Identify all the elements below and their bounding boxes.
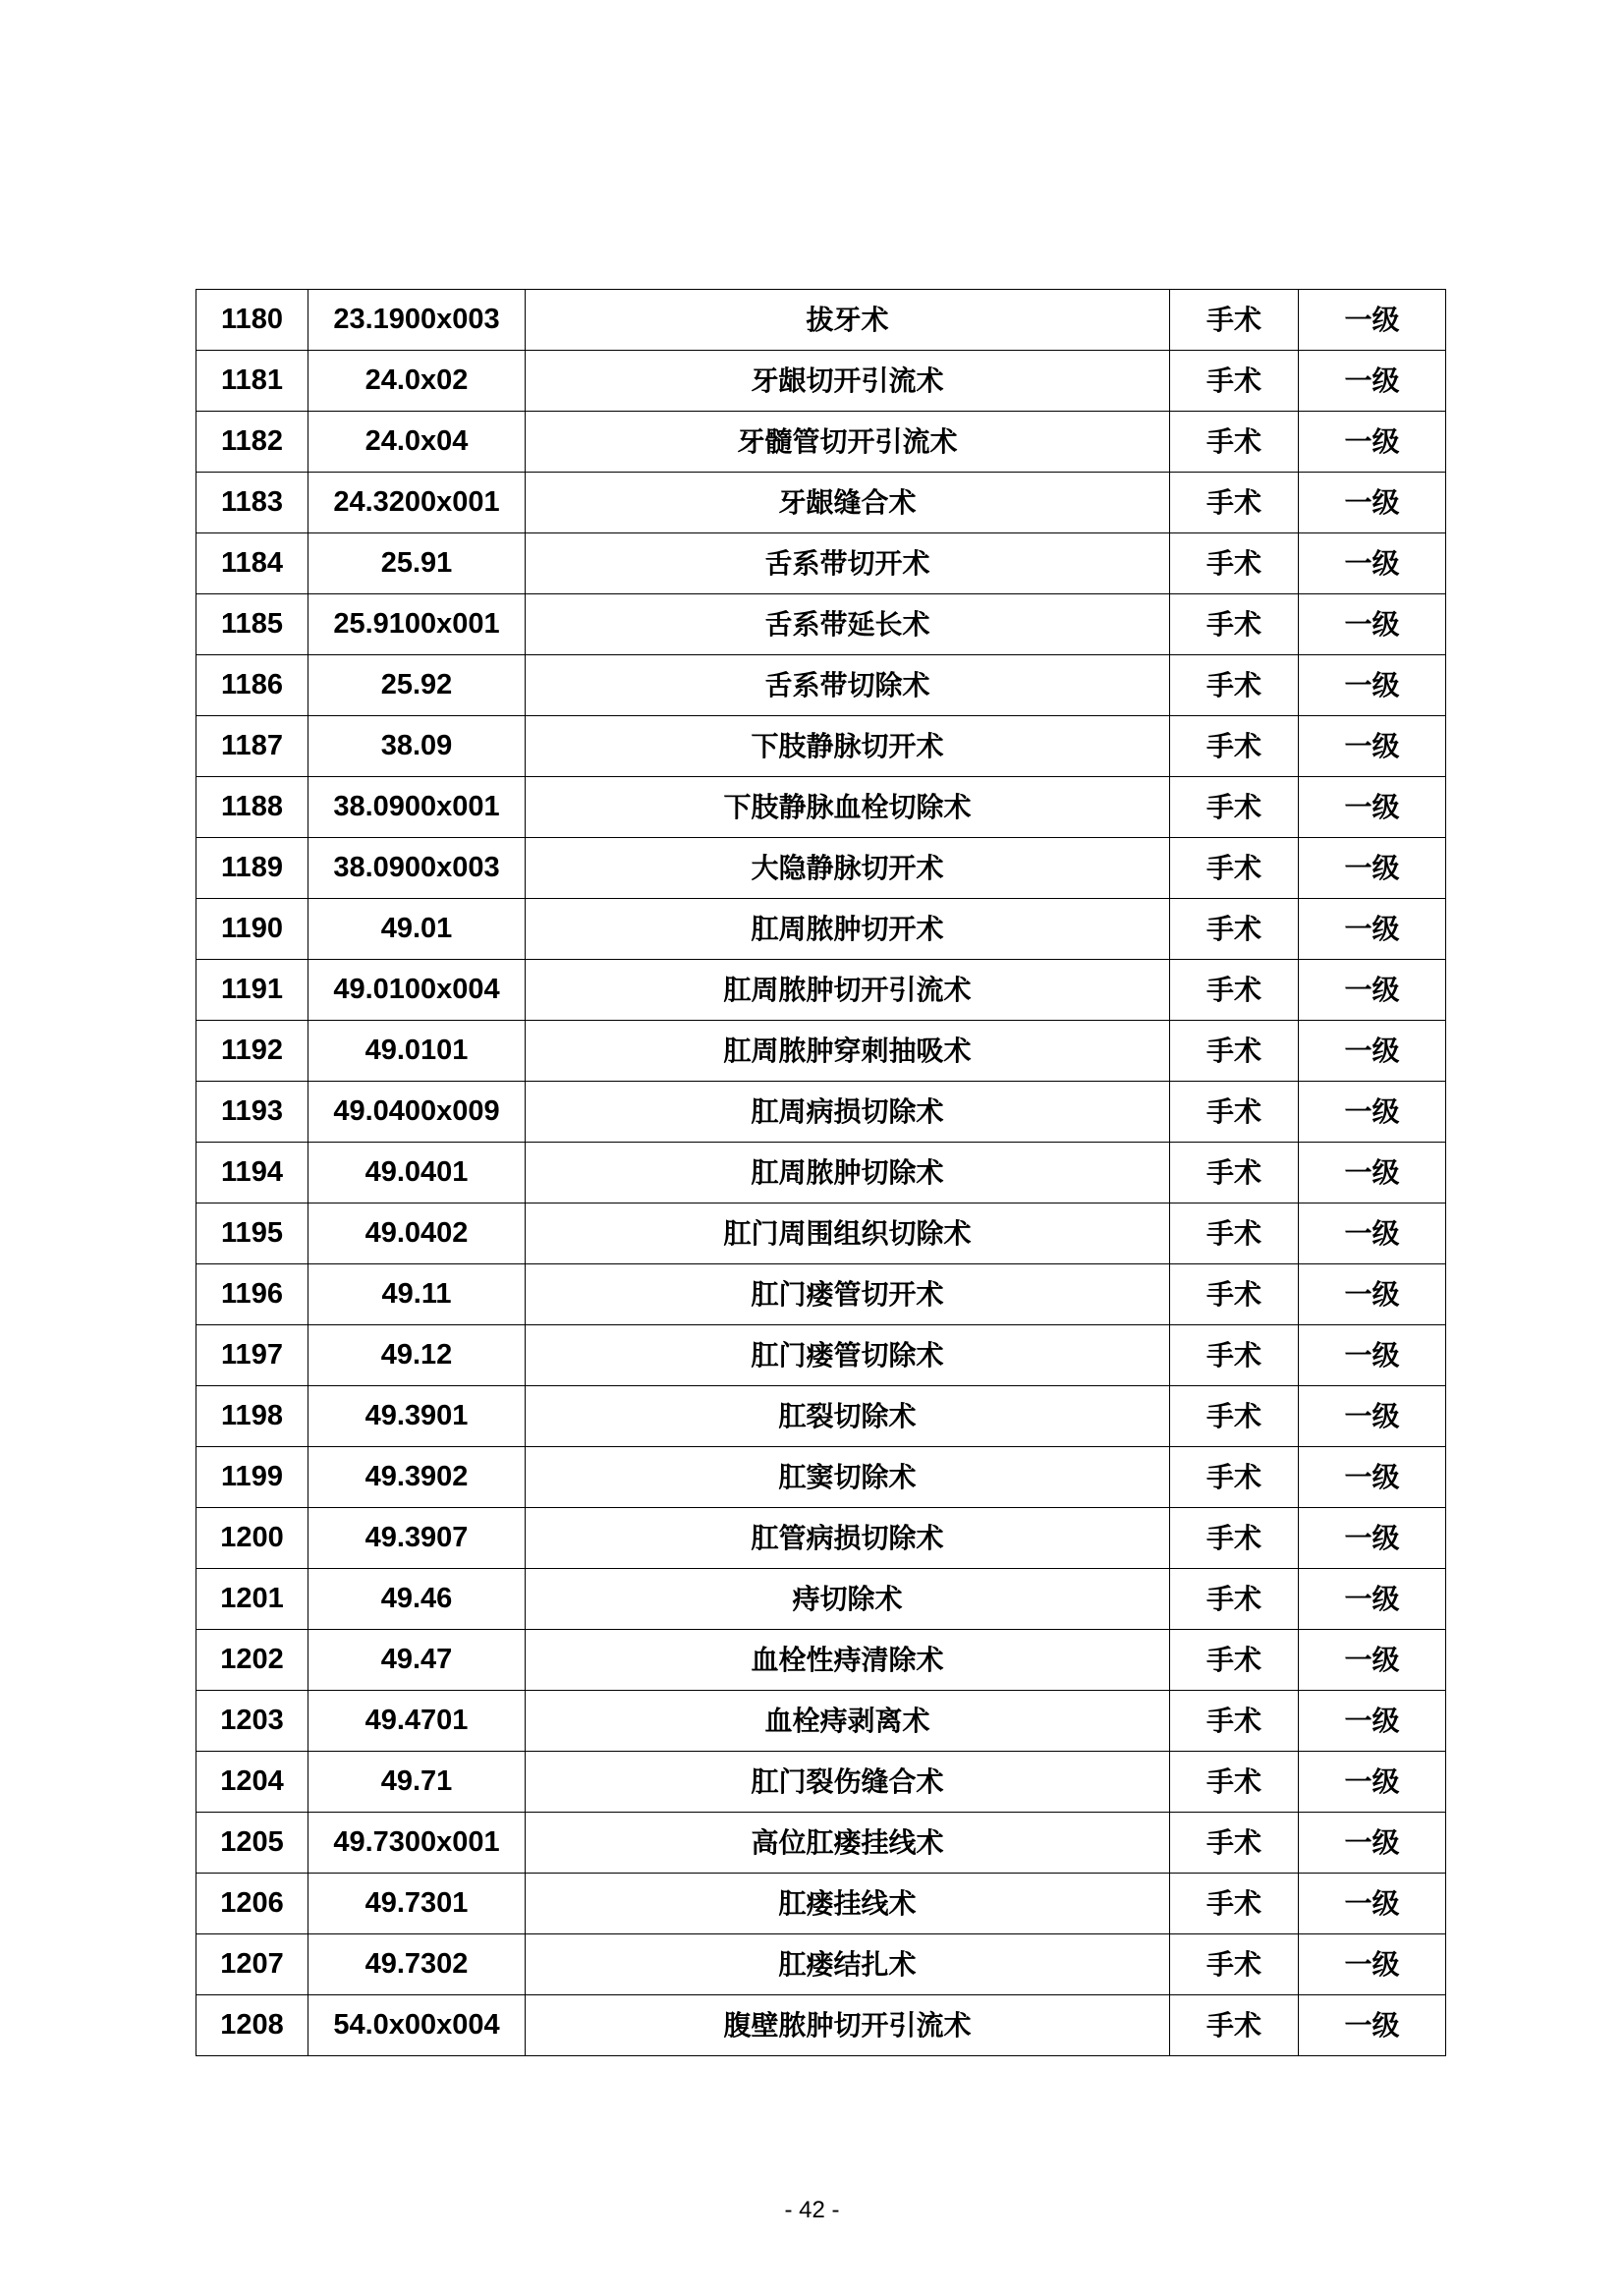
procedure-level-cell: 一级 [1299,838,1446,899]
table-row [196,1203,1446,1264]
procedure-name-cell: 舌系带切开术 [526,533,1170,594]
table-row [196,1143,1446,1203]
table-row [196,1325,1446,1386]
procedure-type-cell: 手术 [1170,1325,1299,1386]
procedure-type-cell: 手术 [1170,351,1299,412]
table-row [196,1995,1446,2056]
row-number-cell: 1182 [196,412,308,473]
table-row [196,777,1446,838]
procedure-level-cell: 一级 [1299,1021,1446,1082]
procedure-code-cell: 49.7300x001 [308,1813,526,1874]
procedure-name-cell: 肛周脓肿穿刺抽吸术 [526,1021,1170,1082]
procedure-code-cell: 49.47 [308,1630,526,1691]
row-number-cell: 1196 [196,1264,308,1325]
procedure-code-cell: 24.0x02 [308,351,526,412]
procedure-name-cell: 肛门瘘管切除术 [526,1325,1170,1386]
row-number-cell: 1207 [196,1934,308,1995]
row-number-cell: 1194 [196,1143,308,1203]
procedure-code-cell: 49.3902 [308,1447,526,1508]
procedure-level-cell: 一级 [1299,1264,1446,1325]
table-row [196,594,1446,655]
procedure-code-cell: 49.7301 [308,1874,526,1934]
procedure-type-cell: 手术 [1170,655,1299,716]
table-row [196,960,1446,1021]
procedure-name-cell: 肛门周围组织切除术 [526,1203,1170,1264]
surgery-list-table [196,289,1446,2056]
row-number-cell: 1208 [196,1995,308,2056]
procedure-code-cell: 24.3200x001 [308,473,526,533]
row-number-cell: 1192 [196,1021,308,1082]
procedure-level-cell: 一级 [1299,1082,1446,1143]
table-row [196,1752,1446,1813]
table-row [196,716,1446,777]
procedure-name-cell: 肛门裂伤缝合术 [526,1752,1170,1813]
procedure-level-cell: 一级 [1299,777,1446,838]
row-number-cell: 1200 [196,1508,308,1569]
row-number-cell: 1206 [196,1874,308,1934]
procedure-type-cell: 手术 [1170,412,1299,473]
table-row [196,1934,1446,1995]
procedure-name-cell: 牙龈切开引流术 [526,351,1170,412]
row-number-cell: 1198 [196,1386,308,1447]
procedure-level-cell: 一级 [1299,1143,1446,1203]
row-number-cell: 1193 [196,1082,308,1143]
procedure-type-cell: 手术 [1170,594,1299,655]
procedure-code-cell: 38.0900x003 [308,838,526,899]
procedure-type-cell: 手术 [1170,290,1299,351]
row-number-cell: 1189 [196,838,308,899]
procedure-name-cell: 肛门瘘管切开术 [526,1264,1170,1325]
procedure-level-cell: 一级 [1299,1325,1446,1386]
procedure-name-cell: 肛周脓肿切开术 [526,899,1170,960]
row-number-cell: 1180 [196,290,308,351]
procedure-name-cell: 腹壁脓肿切开引流术 [526,1995,1170,2056]
procedure-code-cell: 49.0402 [308,1203,526,1264]
procedure-type-cell: 手术 [1170,1203,1299,1264]
procedure-level-cell: 一级 [1299,1874,1446,1934]
procedure-level-cell: 一级 [1299,1813,1446,1874]
procedure-level-cell: 一级 [1299,1630,1446,1691]
procedure-name-cell: 舌系带延长术 [526,594,1170,655]
procedure-level-cell: 一级 [1299,290,1446,351]
table-row [196,1082,1446,1143]
procedure-level-cell: 一级 [1299,1203,1446,1264]
row-number-cell: 1195 [196,1203,308,1264]
procedure-type-cell: 手术 [1170,533,1299,594]
procedure-type-cell: 手术 [1170,1021,1299,1082]
table-row [196,1447,1446,1508]
procedure-name-cell: 舌系带切除术 [526,655,1170,716]
procedure-level-cell: 一级 [1299,1995,1446,2056]
procedure-name-cell: 肛窦切除术 [526,1447,1170,1508]
procedure-code-cell: 49.3901 [308,1386,526,1447]
procedure-name-cell: 血栓痔剥离术 [526,1691,1170,1752]
page-number: - 42 - [784,2197,840,2223]
procedure-type-cell: 手术 [1170,1508,1299,1569]
procedure-name-cell: 肛裂切除术 [526,1386,1170,1447]
procedure-code-cell: 23.1900x003 [308,290,526,351]
procedure-name-cell: 高位肛瘘挂线术 [526,1813,1170,1874]
procedure-type-cell: 手术 [1170,777,1299,838]
procedure-code-cell: 54.0x00x004 [308,1995,526,2056]
procedure-level-cell: 一级 [1299,1447,1446,1508]
procedure-code-cell: 49.0100x004 [308,960,526,1021]
procedure-type-cell: 手术 [1170,1569,1299,1630]
procedure-level-cell: 一级 [1299,716,1446,777]
procedure-type-cell: 手术 [1170,1447,1299,1508]
procedure-type-cell: 手术 [1170,1934,1299,1995]
procedure-level-cell: 一级 [1299,1508,1446,1569]
procedure-level-cell: 一级 [1299,1691,1446,1752]
row-number-cell: 1204 [196,1752,308,1813]
table-row [196,351,1446,412]
procedure-type-cell: 手术 [1170,1143,1299,1203]
procedure-code-cell: 49.12 [308,1325,526,1386]
row-number-cell: 1186 [196,655,308,716]
row-number-cell: 1203 [196,1691,308,1752]
table-row [196,655,1446,716]
procedure-level-cell: 一级 [1299,960,1446,1021]
procedure-code-cell: 24.0x04 [308,412,526,473]
table-row [196,1691,1446,1752]
procedure-name-cell: 痔切除术 [526,1569,1170,1630]
row-number-cell: 1205 [196,1813,308,1874]
table-row [196,1386,1446,1447]
procedure-type-cell: 手术 [1170,473,1299,533]
procedure-code-cell: 49.0400x009 [308,1082,526,1143]
procedure-type-cell: 手术 [1170,1874,1299,1934]
procedure-name-cell: 下肢静脉切开术 [526,716,1170,777]
table-row [196,1508,1446,1569]
procedure-type-cell: 手术 [1170,1813,1299,1874]
procedure-level-cell: 一级 [1299,1386,1446,1447]
procedure-code-cell: 38.09 [308,716,526,777]
row-number-cell: 1201 [196,1569,308,1630]
procedure-level-cell: 一级 [1299,533,1446,594]
procedure-level-cell: 一级 [1299,594,1446,655]
procedure-name-cell: 拔牙术 [526,290,1170,351]
procedure-code-cell: 49.01 [308,899,526,960]
table-row [196,473,1446,533]
row-number-cell: 1181 [196,351,308,412]
procedure-code-cell: 49.3907 [308,1508,526,1569]
procedure-name-cell: 牙龈缝合术 [526,473,1170,533]
row-number-cell: 1190 [196,899,308,960]
procedure-name-cell: 肛周脓肿切开引流术 [526,960,1170,1021]
procedure-name-cell: 肛瘘结扎术 [526,1934,1170,1995]
procedure-type-cell: 手术 [1170,716,1299,777]
procedure-name-cell: 血栓性痔清除术 [526,1630,1170,1691]
procedure-level-cell: 一级 [1299,655,1446,716]
procedure-code-cell: 49.71 [308,1752,526,1813]
table-row [196,1021,1446,1082]
procedure-level-cell: 一级 [1299,1934,1446,1995]
table-row [196,838,1446,899]
row-number-cell: 1187 [196,716,308,777]
row-number-cell: 1197 [196,1325,308,1386]
procedure-code-cell: 49.46 [308,1569,526,1630]
procedure-type-cell: 手术 [1170,1691,1299,1752]
procedure-level-cell: 一级 [1299,1752,1446,1813]
procedure-code-cell: 25.92 [308,655,526,716]
procedure-type-cell: 手术 [1170,899,1299,960]
procedure-name-cell: 肛瘘挂线术 [526,1874,1170,1934]
table-row [196,1813,1446,1874]
row-number-cell: 1188 [196,777,308,838]
procedure-name-cell: 肛周脓肿切除术 [526,1143,1170,1203]
table-row [196,899,1446,960]
procedure-name-cell: 大隐静脉切开术 [526,838,1170,899]
procedure-name-cell: 肛周病损切除术 [526,1082,1170,1143]
procedure-level-cell: 一级 [1299,473,1446,533]
procedure-type-cell: 手术 [1170,838,1299,899]
procedure-type-cell: 手术 [1170,1082,1299,1143]
table-row [196,412,1446,473]
procedure-name-cell: 牙髓管切开引流术 [526,412,1170,473]
procedure-code-cell: 49.4701 [308,1691,526,1752]
row-number-cell: 1199 [196,1447,308,1508]
procedure-type-cell: 手术 [1170,1995,1299,2056]
procedure-level-cell: 一级 [1299,899,1446,960]
procedure-code-cell: 38.0900x001 [308,777,526,838]
procedure-code-cell: 25.91 [308,533,526,594]
procedure-code-cell: 25.9100x001 [308,594,526,655]
table-row [196,1264,1446,1325]
row-number-cell: 1183 [196,473,308,533]
procedure-code-cell: 49.7302 [308,1934,526,1995]
procedure-type-cell: 手术 [1170,1630,1299,1691]
row-number-cell: 1191 [196,960,308,1021]
procedure-type-cell: 手术 [1170,1752,1299,1813]
procedure-type-cell: 手术 [1170,1386,1299,1447]
procedure-name-cell: 肛管病损切除术 [526,1508,1170,1569]
row-number-cell: 1184 [196,533,308,594]
row-number-cell: 1185 [196,594,308,655]
table-row [196,1874,1446,1934]
procedure-type-cell: 手术 [1170,960,1299,1021]
procedure-level-cell: 一级 [1299,351,1446,412]
table-row [196,1569,1446,1630]
table-body [196,290,1446,2056]
procedure-code-cell: 49.0101 [308,1021,526,1082]
table-row [196,290,1446,351]
procedure-code-cell: 49.11 [308,1264,526,1325]
table-row [196,1630,1446,1691]
procedure-level-cell: 一级 [1299,412,1446,473]
procedure-name-cell: 下肢静脉血栓切除术 [526,777,1170,838]
row-number-cell: 1202 [196,1630,308,1691]
procedure-code-cell: 49.0401 [308,1143,526,1203]
table-row [196,533,1446,594]
procedure-type-cell: 手术 [1170,1264,1299,1325]
procedure-level-cell: 一级 [1299,1569,1446,1630]
